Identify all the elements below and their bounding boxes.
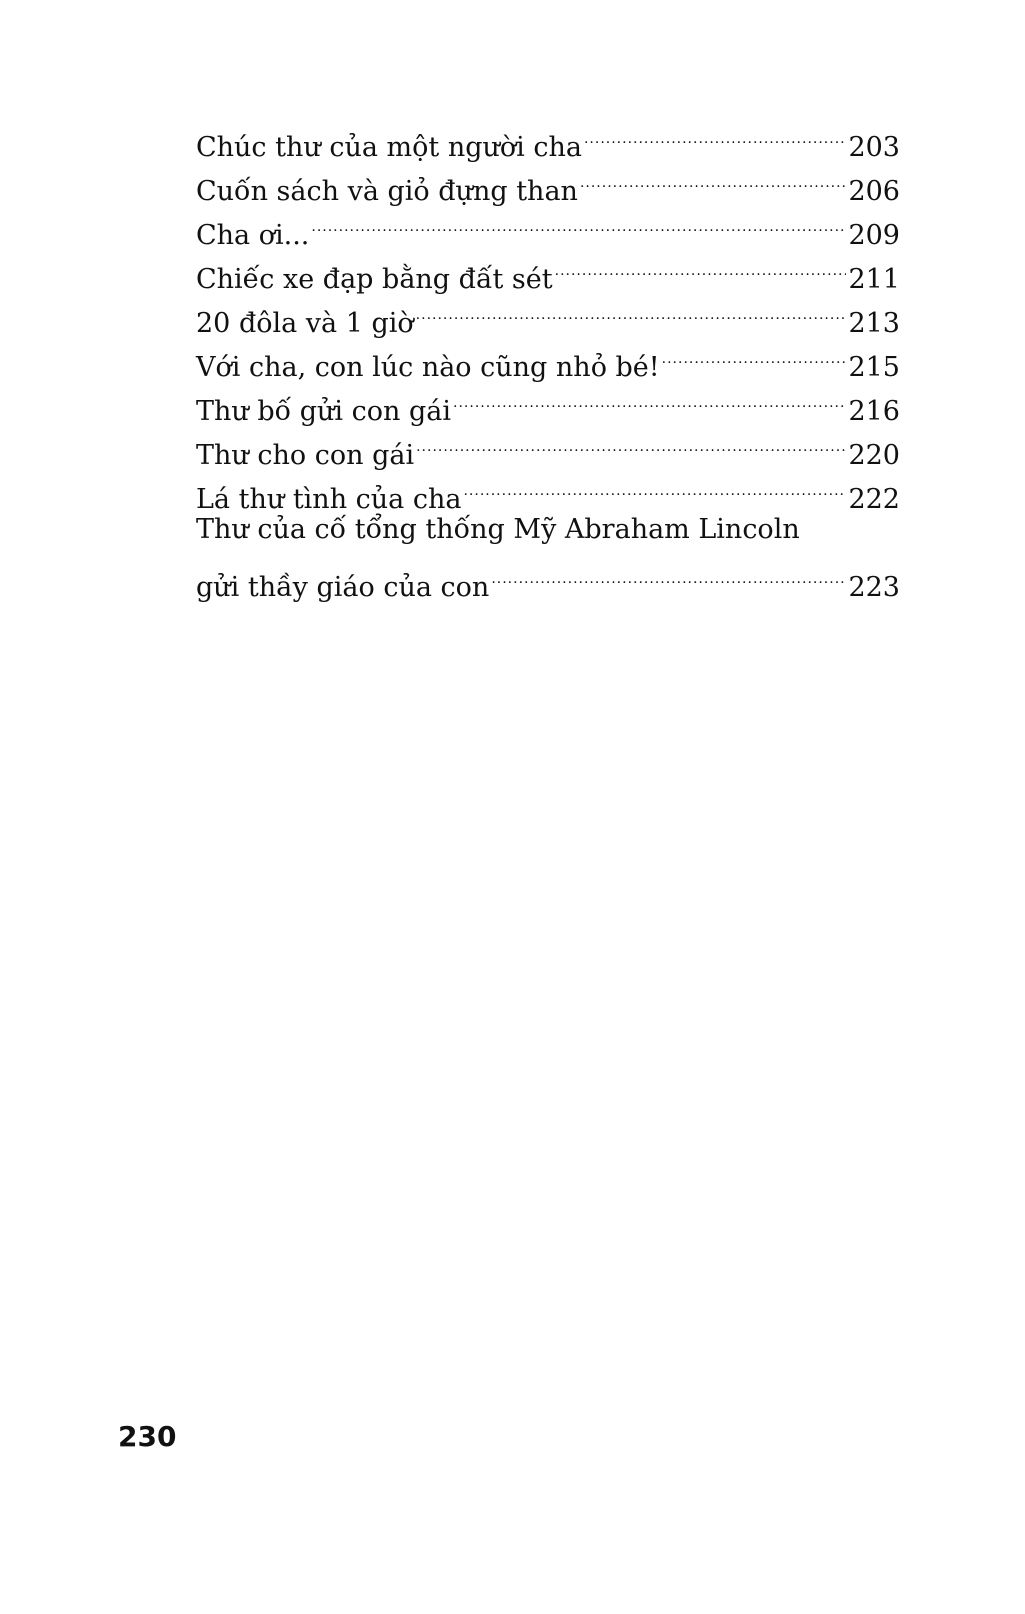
table-of-contents <box>196 112 900 603</box>
toc-entry-title: Cuốn sách và giỏ đựng than <box>196 176 578 207</box>
toc-entry-page: 213 <box>848 308 900 339</box>
toc-entry-title-line1: Thư của cố tổng thống Mỹ Abraham Lincoln <box>196 514 800 545</box>
toc-entry-title: Chúc thư của một người cha <box>196 132 582 163</box>
toc-entry-title-line2: gửi thầy giáo của con <box>196 572 490 603</box>
toc-entry-page: 203 <box>848 132 900 163</box>
dot-leader <box>491 552 846 596</box>
toc-entry-page: 220 <box>848 440 900 471</box>
toc-entry-title: Với cha, con lúc nào cũng nhỏ bé! <box>196 352 660 383</box>
dot-leader <box>463 464 846 508</box>
dot-leader <box>584 112 846 156</box>
toc-entry-page: 211 <box>848 264 900 295</box>
dot-leader <box>453 376 846 420</box>
toc-entry-title: Thư bố gửi con gái <box>196 396 452 427</box>
toc-entry-title: Thư cho con gái <box>196 440 415 471</box>
toc-entry-page: 209 <box>848 220 900 251</box>
dot-leader <box>416 288 847 332</box>
toc-entry[interactable] <box>196 112 900 163</box>
toc-entry-title: Lá thư tình của cha <box>196 484 462 515</box>
toc-entry-page: 216 <box>848 396 900 427</box>
toc-entry-title: Cha ơi... <box>196 220 310 251</box>
toc-entry-last-line <box>196 552 900 603</box>
toc-entry-title: Chiếc xe đạp bằng đất sét <box>196 264 553 295</box>
dot-leader <box>311 200 846 244</box>
toc-entry-page: 206 <box>848 176 900 207</box>
toc-entry-title: 20 đôla và 1 giờ <box>196 308 414 339</box>
dot-leader <box>416 420 846 464</box>
toc-entry-page: 223 <box>848 572 900 603</box>
dot-leader <box>555 244 847 288</box>
toc-entry-page: 215 <box>848 352 900 383</box>
page-number: 230 <box>118 1420 177 1453</box>
dot-leader <box>662 332 847 376</box>
toc-entry-multiline[interactable] <box>196 508 900 603</box>
dot-leader <box>580 156 847 200</box>
toc-entry-page: 222 <box>848 484 900 515</box>
